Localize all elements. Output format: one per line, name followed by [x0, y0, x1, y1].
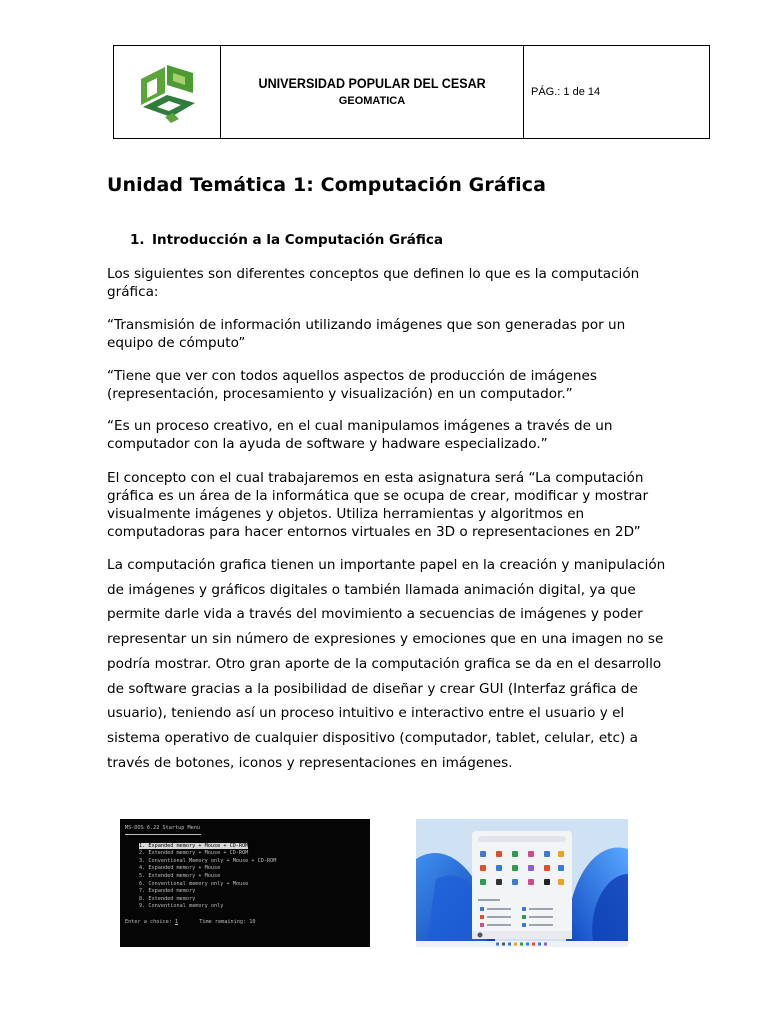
dos-menu-item: 3. Conventional Memory only + Mouse + CD-ROM	[139, 857, 277, 864]
dos-menu-item: 2. Extended memory + Mouse + CD-ROM	[139, 850, 249, 857]
dos-prompt-line	[125, 919, 365, 927]
page-number: PÁG.: 1 de 14	[531, 86, 601, 98]
section-heading	[130, 232, 443, 248]
dos-menu-item: 6. Conventional memory only + Mouse	[139, 880, 249, 887]
section-number: 1.	[130, 232, 145, 248]
document-header	[113, 45, 710, 139]
dos-menu	[125, 843, 365, 911]
paragraph-body: La computación grafica tienen un importante papel en la creación y manipulación de imágenes y gráficos digitales o también llamada animación digital, ya que permite darle vida a través del movimiento a secuencias de imágenes y poder representar un sin número de expresiones y emociones que en una imagen no se podría mostrar. Otro gran aporte de la computación grafica se da en el desarrollo de software gracias a la posibilidad de diseñar y crear GUI (Interfaz gráfica de usuario), teniendo así un proceso intuitivo e interactivo entre el usuario y el sistema operativo de cualquier dispositivo (computador, tablet, celular, etc) a través de botones, iconos y representaciones en imágenes.	[107, 557, 666, 771]
university-name: UNIVERSIDAD POPULAR DEL CESAR	[258, 75, 486, 91]
dos-menu-item: 9. Conventional memory only	[139, 903, 224, 910]
windows-desktop-image	[416, 819, 628, 947]
department-name: GEOMATICA	[338, 94, 406, 107]
paragraph-concept: El concepto con el cual trabajaremos en esta asignatura será “La computación gráfica es un área de la informática que se ocupa de crear, modificar y mostrar visualmente imágenes y objetos. Utiliza herramientas y algoritmos en computadoras para hacer entornos virtuales en 3D o representaciones en 2D”	[107, 470, 649, 540]
dos-menu-item: 7. Expanded memory	[139, 888, 196, 895]
dos-menu-item: 1. Expanded memory + Mouse + CD-ROM	[139, 842, 249, 849]
paragraph-intro: Los siguientes son diferentes conceptos que definen lo que es la computación gráfica:	[107, 266, 640, 300]
dos-time-value: 10	[249, 918, 256, 925]
upc-logo-icon	[135, 59, 199, 125]
dos-title: MS-DOS 6.22 Startup Menu	[125, 825, 200, 831]
dos-menu-item: 5. Extended memory + Mouse	[139, 872, 221, 879]
dos-time-label: Time remaining:	[199, 918, 247, 925]
paragraph-quote-1: “Transmisión de información utilizando imágenes que son generadas por un equipo de cómputo”	[107, 317, 626, 351]
paragraph-quote-2: “Tiene que ver con todos aquellos aspectos de producción de imágenes (representación, procesamiento y visualización) en un computador.”	[107, 368, 597, 402]
dos-prompt: Enter a choice:	[125, 918, 172, 925]
dos-choice: 1	[174, 918, 179, 925]
dos-menu-item: 4. Expanded memory + Mouse	[139, 865, 221, 872]
page-title: Unidad Temática 1: Computación Gráfica	[107, 174, 547, 196]
header-title-cell	[221, 46, 524, 138]
paragraph-quote-3: “Es un proceso creativo, en el cual manipulamos imágenes a través de un computador con la ayuda de software y hadware especializado.”	[107, 418, 613, 452]
dos-menu-item: 8. Extended memory	[139, 895, 196, 902]
logo-cell	[114, 46, 221, 138]
section-label: Introducción a la Computación Gráfica	[152, 232, 444, 248]
ms-dos-screenshot	[120, 819, 370, 947]
windows-11-screenshot	[416, 819, 628, 947]
